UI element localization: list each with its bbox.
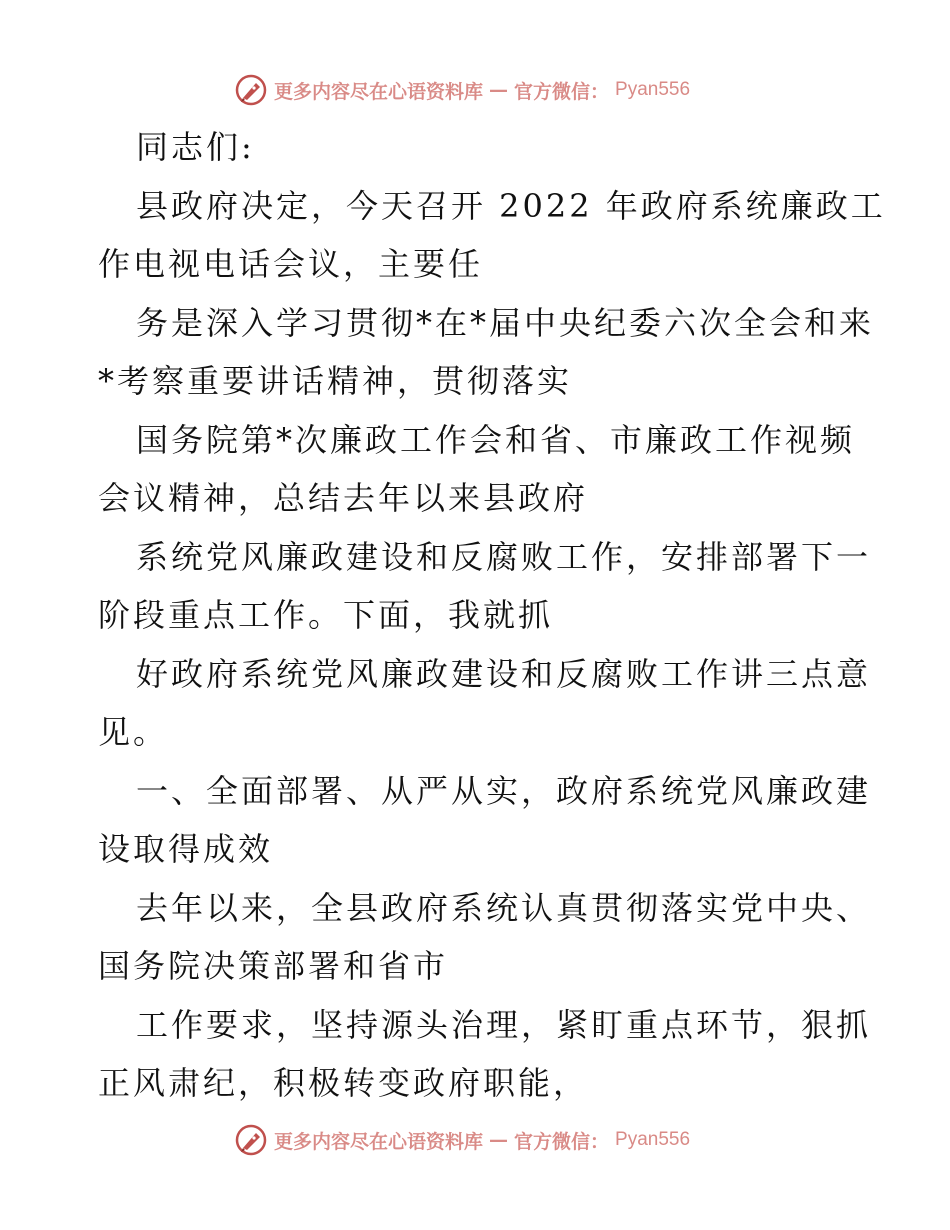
paragraph-line: 工作要求，坚持源头治理，紧盯重点环节，狠抓	[136, 1005, 872, 1044]
watermark-text: 更多内容尽在心语资料库	[274, 80, 484, 103]
paragraph-line: 会议精神，总结去年以来县政府	[98, 479, 589, 517]
paragraph-line: 国务院决策部署和省市	[98, 947, 449, 985]
header-watermark	[234, 72, 754, 108]
section-heading-line: 一、全面部署、从严从实，政府系统党风廉政建	[136, 771, 872, 810]
salutation-line: 同志们:	[136, 128, 255, 166]
paragraph-line: 务是深入学习贯彻*在*届中央纪委六次全会和来	[136, 303, 875, 342]
pen-nib-in-circle-icon	[234, 1123, 268, 1157]
watermark-account: Pyan556	[615, 79, 691, 100]
paragraph-line: 去年以来，全县政府系统认真贯彻落实党中央、	[136, 888, 872, 927]
paragraph-line: 县政府决定，今天召开 2022 年政府系统廉政工	[136, 186, 886, 225]
paragraph-line: 系统党风廉政建设和反腐败工作，安排部署下一	[136, 537, 872, 576]
footer-watermark	[234, 1122, 754, 1158]
paragraph-line: 国务院第*次廉政工作会和省、市廉政工作视频	[136, 420, 856, 459]
watermark-account: Pyan556	[615, 1129, 691, 1150]
pen-nib-in-circle-icon	[234, 73, 268, 107]
watermark-suffix: 官方微信：	[514, 80, 610, 103]
paragraph-line: *考察重要讲话精神，贯彻落实	[98, 362, 573, 400]
paragraph-line: 阶段重点工作。下面，我就抓	[98, 596, 554, 634]
paragraph-line: 正风肃纪，积极转变政府职能，	[98, 1064, 589, 1102]
watermark-separator: —	[489, 1129, 509, 1151]
paragraph-line: 好政府系统党风廉政建设和反腐败工作讲三点意	[136, 654, 872, 693]
watermark-separator: —	[489, 79, 509, 101]
paragraph-line: 见。	[98, 713, 169, 751]
section-heading-line: 设取得成效	[98, 830, 274, 868]
watermark-text: 更多内容尽在心语资料库	[274, 1130, 484, 1153]
document-body	[98, 118, 886, 1113]
paragraph-line: 作电视电话会议，主要任	[98, 245, 484, 283]
watermark-suffix: 官方微信：	[514, 1130, 610, 1153]
